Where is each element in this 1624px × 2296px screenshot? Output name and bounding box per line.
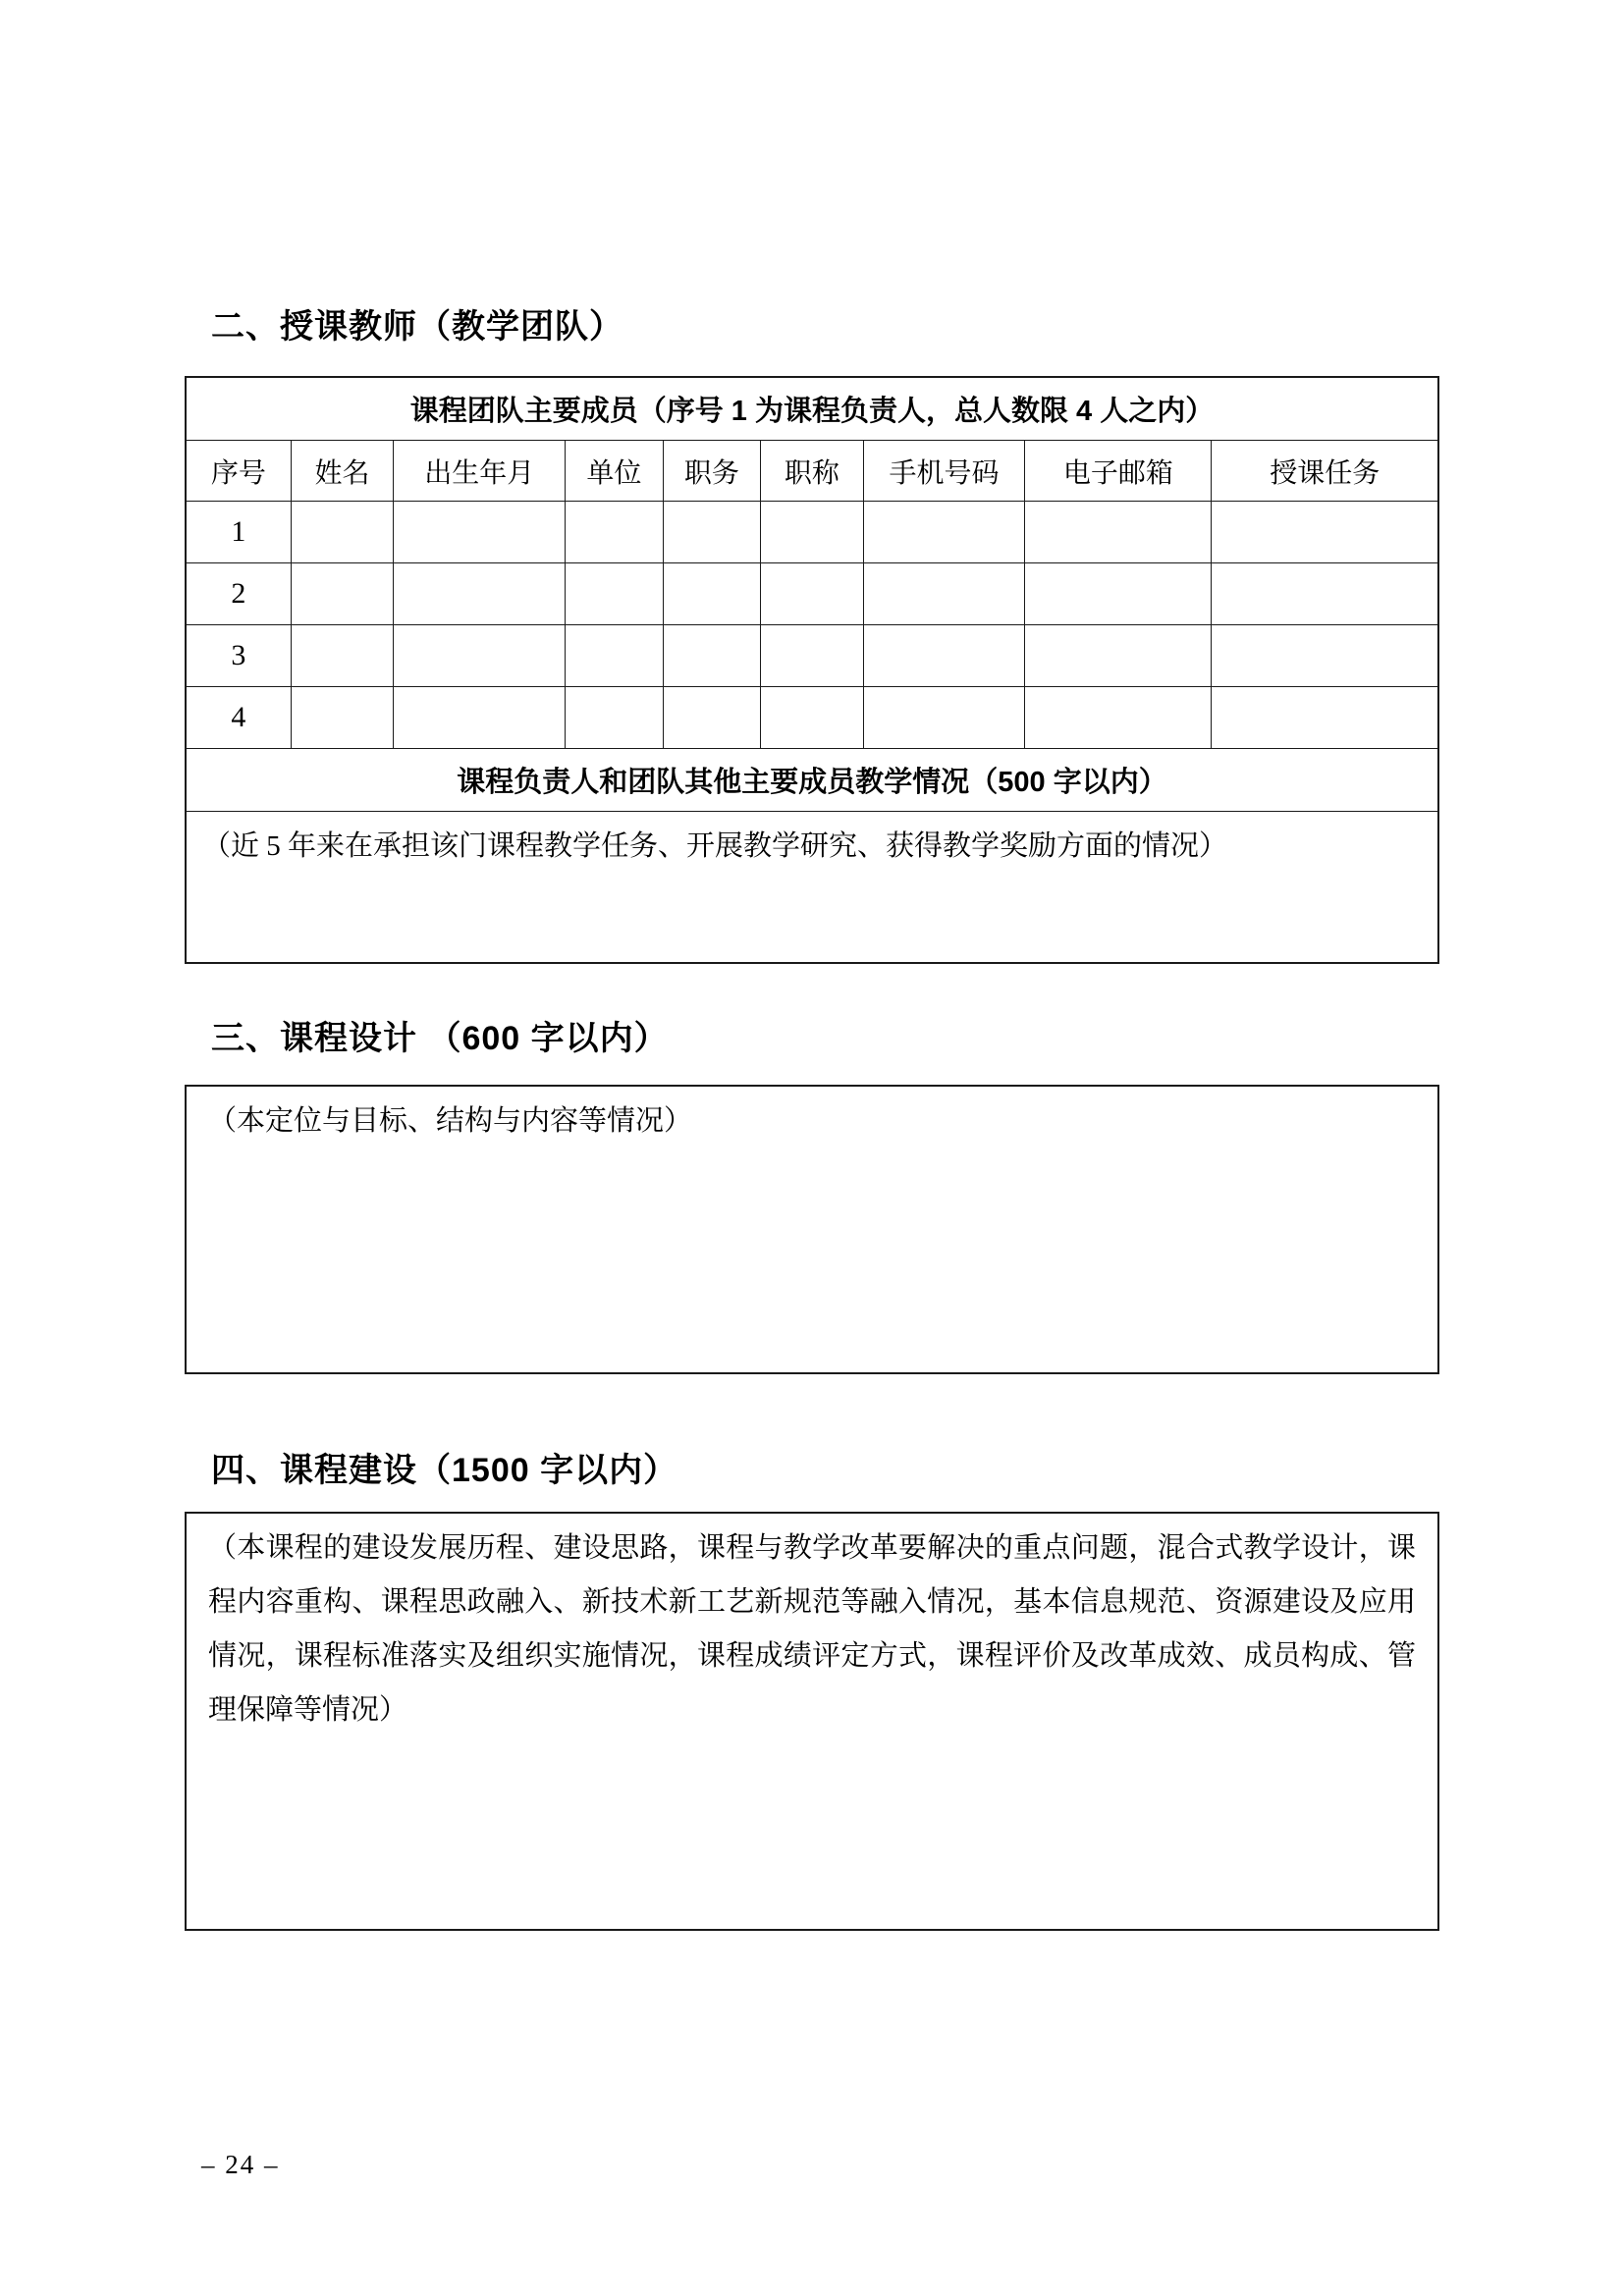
col-header-birth: 出生年月 — [394, 441, 566, 502]
empty-cell — [394, 625, 566, 687]
empty-cell — [761, 625, 864, 687]
table-title: 课程团队主要成员（序号 1 为课程负责人，总人数限 4 人之内） — [186, 377, 1438, 441]
empty-cell — [291, 563, 394, 625]
empty-cell — [394, 687, 566, 749]
course-construction-note: （本课程的建设发展历程、建设思路，课程与教学改革要解决的重点问题，混合式教学设计，课程内容重构、课程思政融入、新技术新工艺新规范等融入情况，基本信息规范、资源建设及应用情况，课程标准落实及组织实施情况，课程成绩评定方式，课程评价及改革成效、成员构成、管理保障等情况） — [208, 1532, 1416, 1726]
empty-cell — [1212, 625, 1438, 687]
table-title-row — [186, 377, 1438, 441]
course-construction-box — [185, 1512, 1439, 1931]
row-index: 3 — [186, 625, 291, 687]
row-index: 1 — [186, 502, 291, 563]
section-4-heading: 四、课程建设（1500 字以内） — [211, 1452, 678, 1489]
empty-cell — [863, 563, 1025, 625]
empty-cell — [566, 502, 664, 563]
empty-cell — [1025, 502, 1212, 563]
col-header-title: 职称 — [761, 441, 864, 502]
col-header-email: 电子邮箱 — [1025, 441, 1212, 502]
summary-note-row — [186, 812, 1438, 964]
row-index: 2 — [186, 563, 291, 625]
summary-title: 课程负责人和团队其他主要成员教学情况（500 字以内） — [186, 749, 1438, 812]
empty-cell — [761, 687, 864, 749]
empty-cell — [663, 563, 761, 625]
table-header-row — [186, 441, 1438, 502]
section-3-heading: 三、课程设计 （600 字以内） — [211, 1020, 669, 1057]
empty-cell — [663, 502, 761, 563]
col-header-name: 姓名 — [291, 441, 394, 502]
empty-cell — [291, 687, 394, 749]
row-index: 4 — [186, 687, 291, 749]
empty-cell — [566, 625, 664, 687]
col-header-index: 序号 — [186, 441, 291, 502]
empty-cell — [394, 502, 566, 563]
empty-cell — [566, 563, 664, 625]
table-row — [186, 687, 1438, 749]
empty-cell — [291, 502, 394, 563]
team-members-table — [185, 376, 1439, 964]
empty-cell — [1212, 502, 1438, 563]
empty-cell — [863, 502, 1025, 563]
col-header-phone: 手机号码 — [863, 441, 1025, 502]
empty-cell — [663, 625, 761, 687]
summary-note: （近 5 年来在承担该门课程教学任务、开展教学研究、获得教学奖励方面的情况） — [186, 812, 1438, 964]
col-header-task: 授课任务 — [1212, 441, 1438, 502]
table-row — [186, 563, 1438, 625]
page-number: – 24 – — [201, 2150, 280, 2179]
empty-cell — [1212, 687, 1438, 749]
empty-cell — [566, 687, 664, 749]
table-row — [186, 502, 1438, 563]
course-design-box — [185, 1085, 1439, 1374]
empty-cell — [1025, 563, 1212, 625]
empty-cell — [291, 625, 394, 687]
col-header-post: 职务 — [663, 441, 761, 502]
summary-title-row — [186, 749, 1438, 812]
course-design-note: （本定位与目标、结构与内容等情况） — [208, 1105, 693, 1137]
section-2-heading: 二、授课教师（教学团队） — [211, 308, 623, 346]
empty-cell — [863, 687, 1025, 749]
empty-cell — [761, 563, 864, 625]
empty-cell — [863, 625, 1025, 687]
empty-cell — [761, 502, 864, 563]
table-row — [186, 625, 1438, 687]
empty-cell — [663, 687, 761, 749]
empty-cell — [1212, 563, 1438, 625]
empty-cell — [1025, 625, 1212, 687]
empty-cell — [394, 563, 566, 625]
empty-cell — [1025, 687, 1212, 749]
col-header-unit: 单位 — [566, 441, 664, 502]
